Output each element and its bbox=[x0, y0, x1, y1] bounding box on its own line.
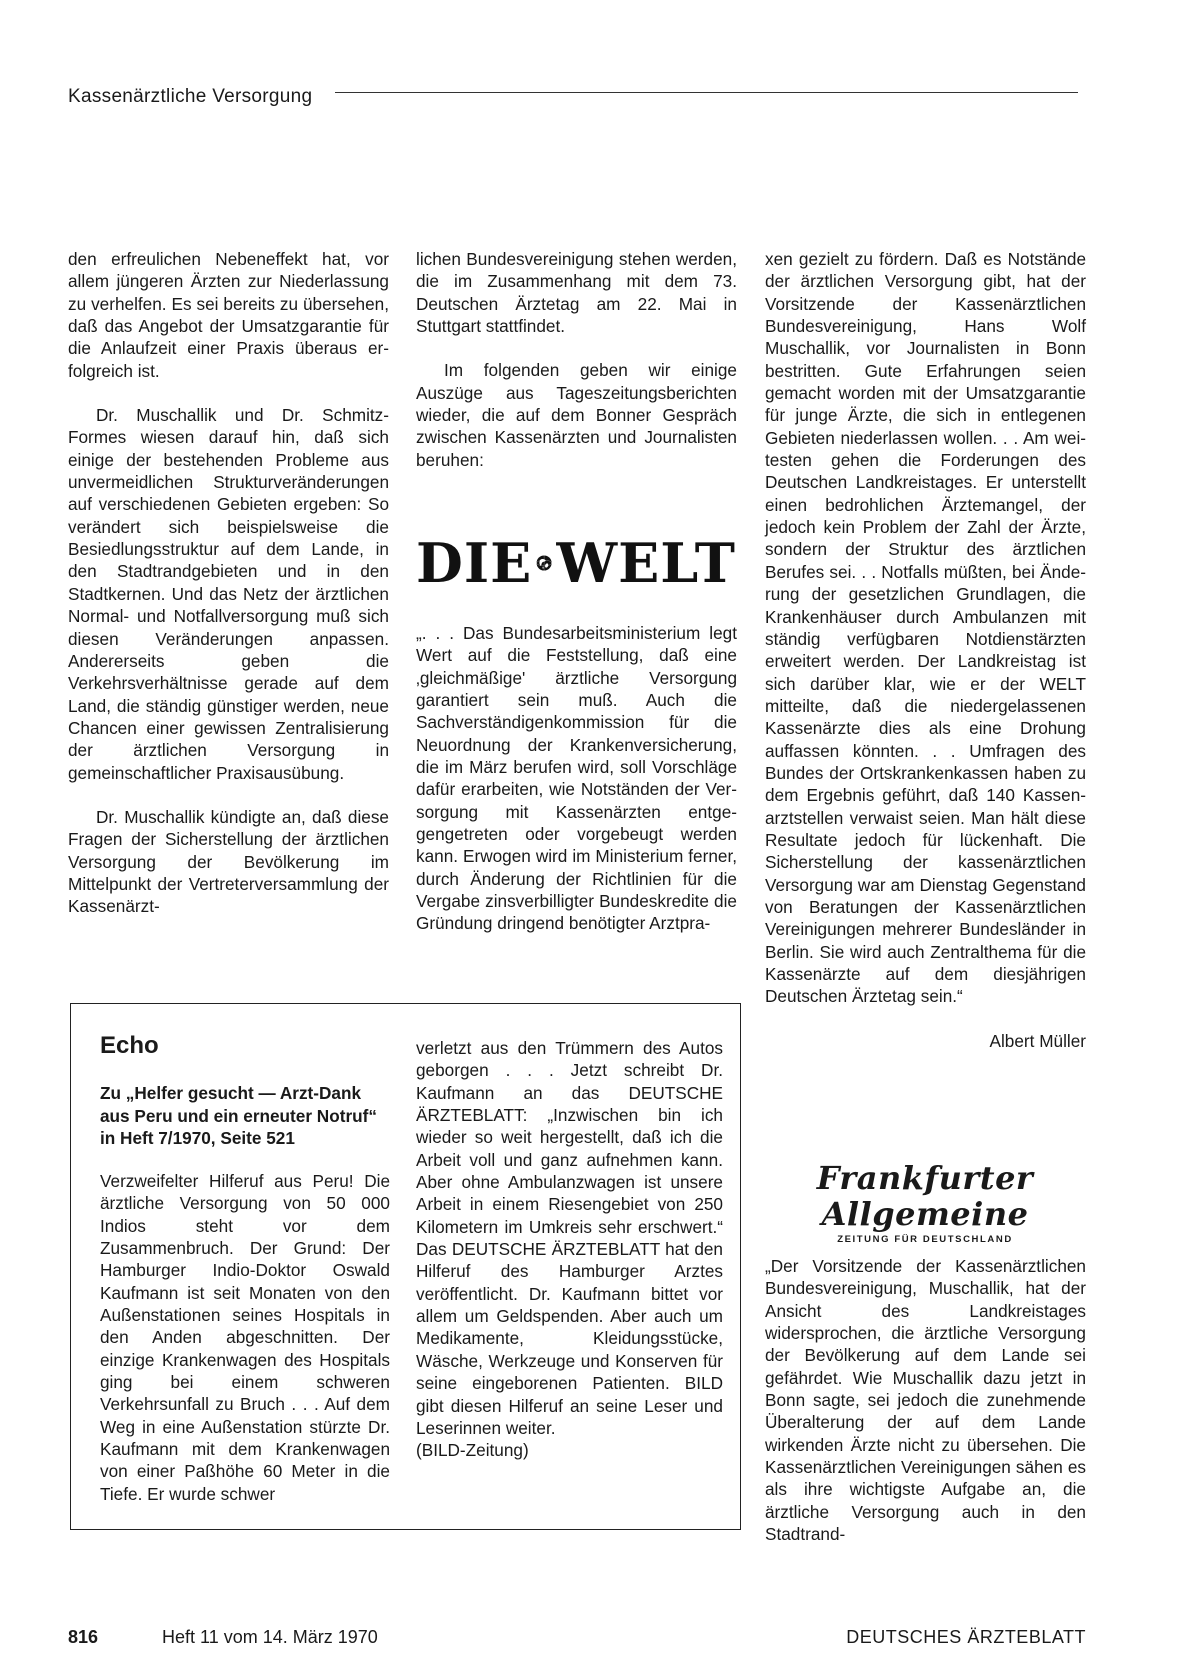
paragraph: Dr. Muschallik kündigte an, daß diese Fragen der Sicherstellung der ärztlichen Versorgung der Bevölkerung im Mittelpunkt der Vertreterversammlung der Kassenärzt- bbox=[68, 806, 389, 917]
article-column-2 bbox=[416, 248, 737, 471]
article-column-1 bbox=[68, 248, 389, 918]
echo-text: Verzweifelter Hilferuf aus Peru! Die ärztliche Versorgung von 50 000 Indios steht vor dem Zusammenbruch. Der Grund: Der Hamburger Indio-Doktor Oswald Kaufmann ist seit Monaten von den Außenstationen seines Hospitals in den Anden abgeschnitten. Der einzige Krankenwagen des Hospitals ging bei einem schweren Verkehrsunfall zu Bruch . . . Auf dem Weg in eine Außenstation stürzte Dr. Kaufmann mit dem Krankenwagen von einer Paßhöhe 60 Meter in die Tiefe. Er wurde schwer bbox=[100, 1171, 390, 1504]
welt-quote-column bbox=[416, 622, 737, 935]
welt-quote: „. . . Das Bundesarbeitsministerium legt Wert auf die Feststellung, daß eine ‚gleichmäßige' ärztliche Versorgung garantiert sein muß. Auch die Sachverständigenkommission für die Neuordnung der Krankenversicherung, die im März berufen wird, soll Vorschläge dafür erarbeiten, wie Notständen der Versorgung mit Kassenärzten entgegengetreten oder vorgebeugt werden kann. Erwogen wird im Ministerium ferner, durch Änderung der Richtlinien für die Vergabe zinsverbilligter Bundeskredite die Gründung dringend benötigter Arztpra- bbox=[416, 623, 737, 934]
faz-logo bbox=[765, 1160, 1085, 1245]
journal-name: DEUTSCHES ÄRZTEBLATT bbox=[846, 1627, 1086, 1647]
faz-quote-column bbox=[765, 1255, 1086, 1545]
welt-logo-right: WELT bbox=[556, 531, 736, 595]
paragraph: lichen Bundesvereinigung stehen werden, die im Zusammenhang mit dem 73. Deutschen Ärztetag am 22. Mai in Stuttgart stattfindet. bbox=[416, 249, 737, 337]
section-header: Kassenärztliche Versorgung bbox=[68, 86, 313, 107]
echo-column-2 bbox=[416, 1037, 723, 1462]
welt-logo-left: DIE bbox=[416, 531, 533, 595]
echo-subtitle: Zu „Helfer gesucht — Arzt-Dank aus Peru und ein erneuter Notruf“ in Heft 7/1970, Seite 521 bbox=[100, 1083, 377, 1148]
paragraph: den erfreulichen Nebeneffekt hat, vor allem jüngeren Ärzten zur Niederlassung zu verhelfen. Es sei bereits zu übersehen, daß das Angebot der Umsatzgarantie für die Anlaufzeit einer Praxis überaus erfolgreich ist. bbox=[68, 249, 389, 381]
page-number: 816 bbox=[68, 1627, 99, 1647]
faz-quote: „Der Vorsitzende der Kassenärztlichen Bundesvereinigung, Muschallik, hat der Ansicht des Landkreistages widersprochen, die ärztliche Versorgung der Bevölkerung auf dem Lande sei gefährdet. Wie Muschallik dazu jetzt in Bonn sagte, sei jedoch die zunehmende Überalterung der auf dem Lande wirkenden Ärzte nicht zu übersehen. Die Kassenärztlichen Vereinigungen sähen es als ihre wichtigste Aufgabe an, die ärztliche Versorgung auch in den Stadtrand- bbox=[765, 1256, 1086, 1545]
faz-logo-subtitle: ZEITUNG FÜR DEUTSCHLAND bbox=[837, 1234, 1013, 1245]
die-welt-logo bbox=[416, 530, 736, 596]
echo-text: verletzt aus den Trümmern des Autos geborgen . . . Jetzt schreibt Dr. Kaufmann an das DEUTSCHE ÄRZTEBLATT: „Inzwischen bin ich wieder so weit hergestellt, daß ich die Arbeit voll und ganz aufnehmen kann. Aber ohne Ambulanzwagen ist unsere Arbeit in einem Riesengebiet von 250 Kilometern im Umkreis sehr erschwert.“ Das DEUTSCHE ÄRZTEBLATT hat den Hilferuf des Hamburger Arztes veröffentlicht. Dr. Kaufmann bittet vor allem um Geldspenden. Aber auch um Medikamente, Kleidungsstücke, Wäsche, Werkzeuge und Konserven für seine eingeborenen Patienten. BILD gibt diesen Hilferuf an seine Leser und Leserinnen weiter. bbox=[416, 1038, 723, 1438]
paragraph: Dr. Muschallik und Dr. Schmitz-Formes wiesen darauf hin, daß sich einige der bestehenden Probleme aus unvermeidlichen Strukturveränderungen auf verschiedenen Gebieten ergeben: So verändert sich beispielsweise die Besiedlungsstruktur auf dem Lande, in den Stadtrandgebieten und in den Stadtkernen. Und das Netz der ärztlichen Normal- und Notfallversorgung muß sich diesen Veränderungen anpassen. Andererseits geben die Verkehrsverhältnisse gerade auf dem Land, die ständig günstiger werden, neue Chancen einer gewissen Zentralisierung der ärztlichen Versorgung in gemeinschaftlicher Praxisausübung. bbox=[68, 405, 389, 783]
globe-icon bbox=[536, 535, 552, 591]
article-column-3 bbox=[765, 248, 1086, 1052]
header-rule bbox=[335, 92, 1078, 93]
faz-logo-title: Frankfurter Allgemeine bbox=[816, 1159, 1034, 1233]
echo-title: Echo bbox=[100, 1032, 159, 1059]
author-signature: Albert Müller bbox=[989, 1030, 1086, 1051]
echo-source: (BILD-Zeitung) bbox=[416, 1440, 529, 1461]
paragraph: xen gezielt zu fördern. Daß es Notstände der ärztlichen Versorgung gibt, hat der Vorsitzende der Kassenärztlichen Bundesvereinigung, Hans Wolf Muschallik, vor Journalisten in Bonn bestritten. Gute Erfahrungen seien gemacht worden mit der Umsatzgarantie für junge Ärzte, die sich in entlegenen Gebieten niederlassen wollen. . . Am weitesten gehen die Forderungen des Deutschen Landkreistages. Er unterstellt einen bedrohlichen Ärztemangel, der jedoch kein Problem der Zahl der Ärzte, sondern der Struktur des ärztlichen Berufes sei. . . Notfalls müßten, bei Änderung der gesetzlichen Grundlagen, die Krankenhäuser durch Ambulanzen mit ständig verfügbaren Notdienstärzten erweitert werden. Der Landkreistag ist sich darüber klar, wie er der WELT mitteilte, daß die niedergelassenen Kassenärzte dies als eine Drohung auffassen könnten. . . Umfragen des Bundes der Ortskrankenkassen haben zu dem Ergebnis geführt, daß 140 Kassenarztstellen verwaist seien. Man hält diese Resultate jedoch für lückenhaft. Die Sicherstellung der kassenärztlichen Versorgung war am Dienstag Gegenstand von Beratungen der Kassenärztlichen Vereinigungen mehrerer Bundesländer in Berlin. Sie wird auch Zentralthema für die Kassenärzte auf dem diesjährigen Deutschen Ärztetag sein.“ bbox=[765, 249, 1086, 1007]
paragraph: Im folgenden geben wir einige Auszüge aus Tageszeitungsberichten wieder, die auf dem Bonner Gespräch zwischen Kassenärzten und Journalisten beruhen: bbox=[416, 360, 737, 470]
echo-column-1 bbox=[100, 1170, 390, 1505]
issue-info: Heft 11 vom 14. März 1970 bbox=[162, 1627, 378, 1647]
